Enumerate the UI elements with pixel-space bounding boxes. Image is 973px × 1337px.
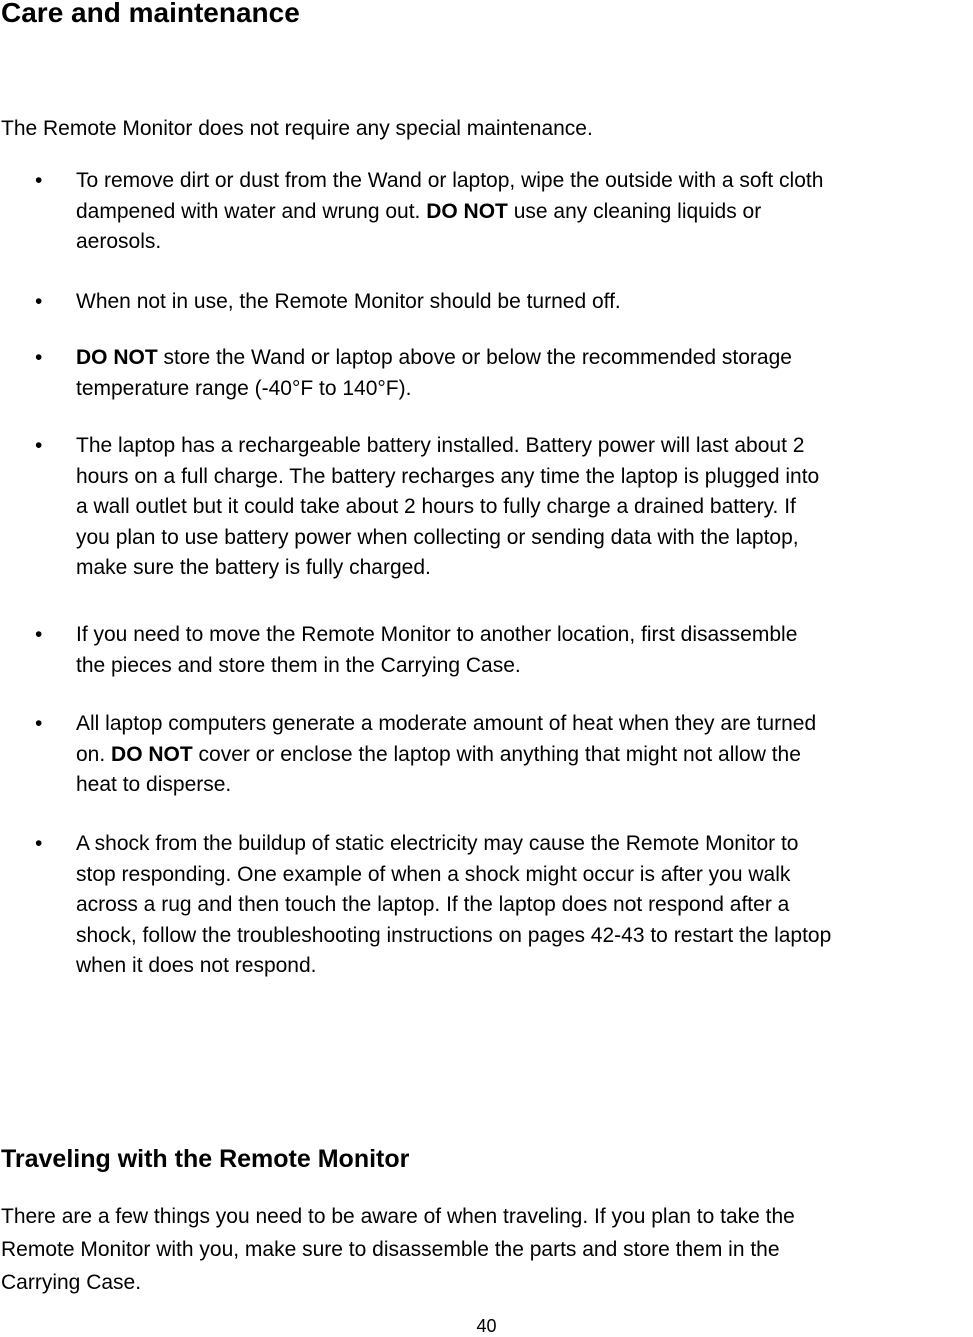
text-line: hours on a full charge. The battery recharges any time the laptop is plugged into: [76, 464, 820, 488]
emphasis-text: DO NOT: [76, 346, 158, 369]
text-line: shock, follow the troubleshooting instructions on pages 42-43 to restart the laptop: [76, 923, 832, 947]
text-line: heat to disperse.: [76, 773, 232, 796]
text-line: make sure the battery is fully charged.: [76, 556, 431, 579]
bullet-icon: •: [35, 346, 43, 369]
bullet-icon: •: [35, 623, 43, 646]
text-run: use any cleaning liquids or: [507, 199, 762, 223]
text-line: [76, 343, 973, 374]
text-line: There are a few things you need to be aware of when traveling. If you plan to take the: [1, 1205, 795, 1228]
text-line: when it does not respond.: [76, 954, 317, 977]
bullet-icon: •: [35, 290, 43, 313]
bullet-icon: •: [35, 434, 43, 457]
text-line: If you need to move the Remote Monitor to another location, first disassemble: [76, 623, 798, 646]
text-line: To remove dirt or dust from the Wand or laptop, wipe the outside with a soft cloth: [76, 169, 824, 192]
text-line: [76, 197, 973, 228]
text-line: The laptop has a rechargeable battery installed. Battery power will last about 2: [76, 434, 805, 457]
text-line: temperature range (-40°F to 140°F).: [76, 376, 412, 400]
text-run: on.: [76, 742, 112, 766]
page-number: 40: [476, 1316, 497, 1336]
list-item-text: [76, 343, 973, 404]
text-run: dampened with water and wrung out.: [76, 199, 427, 223]
text-line: across a rug and then touch the laptop. If the laptop does not respond after a: [76, 893, 790, 916]
travel-paragraph: [1, 1200, 795, 1299]
text-line: the pieces and store them in the Carrying Case.: [76, 653, 521, 677]
emphasis-text: DO NOT: [111, 742, 193, 766]
list-item-text: [76, 620, 973, 681]
text-line: All laptop computers generate a moderate amount of heat when they are turned: [76, 712, 817, 735]
text-run: store the Wand or laptop above or below the recommended storage: [157, 346, 792, 369]
text-line: Carrying Case.: [1, 1271, 142, 1294]
text-run: cover or enclose the laptop with anything that might not allow the: [192, 742, 801, 766]
bullet-icon: •: [35, 169, 43, 192]
text-line: Remote Monitor with you, make sure to disassemble the parts and store them in the: [1, 1238, 780, 1261]
text-line: [76, 740, 973, 771]
section-title: Care and maintenance: [1, 0, 300, 28]
text-line: you plan to use battery power when collecting or sending data with the laptop,: [76, 525, 799, 549]
text-line: stop responding. One example of when a shock might occur is after you walk: [76, 862, 791, 886]
list-item-text: [76, 166, 973, 258]
emphasis-text: DO NOT: [426, 199, 508, 223]
list-item-text: [76, 709, 973, 801]
text-line: A shock from the buildup of static electricity may cause the Remote Monitor to: [76, 832, 799, 855]
text-line: aerosols.: [76, 230, 162, 253]
bullet-icon: •: [35, 712, 43, 735]
text-line: a wall outlet but it could take about 2 hours to fully charge a drained battery. If: [76, 495, 796, 518]
text-line: When not in use, the Remote Monitor should be turned off.: [76, 290, 621, 313]
list-item-text: [76, 431, 973, 584]
bullet-icon: •: [35, 832, 43, 855]
list-item-text: [76, 829, 973, 982]
intro-paragraph: The Remote Monitor does not require any special maintenance.: [1, 117, 593, 140]
travel-section-title: Traveling with the Remote Monitor: [1, 1145, 410, 1173]
list-item-text: [76, 287, 973, 318]
